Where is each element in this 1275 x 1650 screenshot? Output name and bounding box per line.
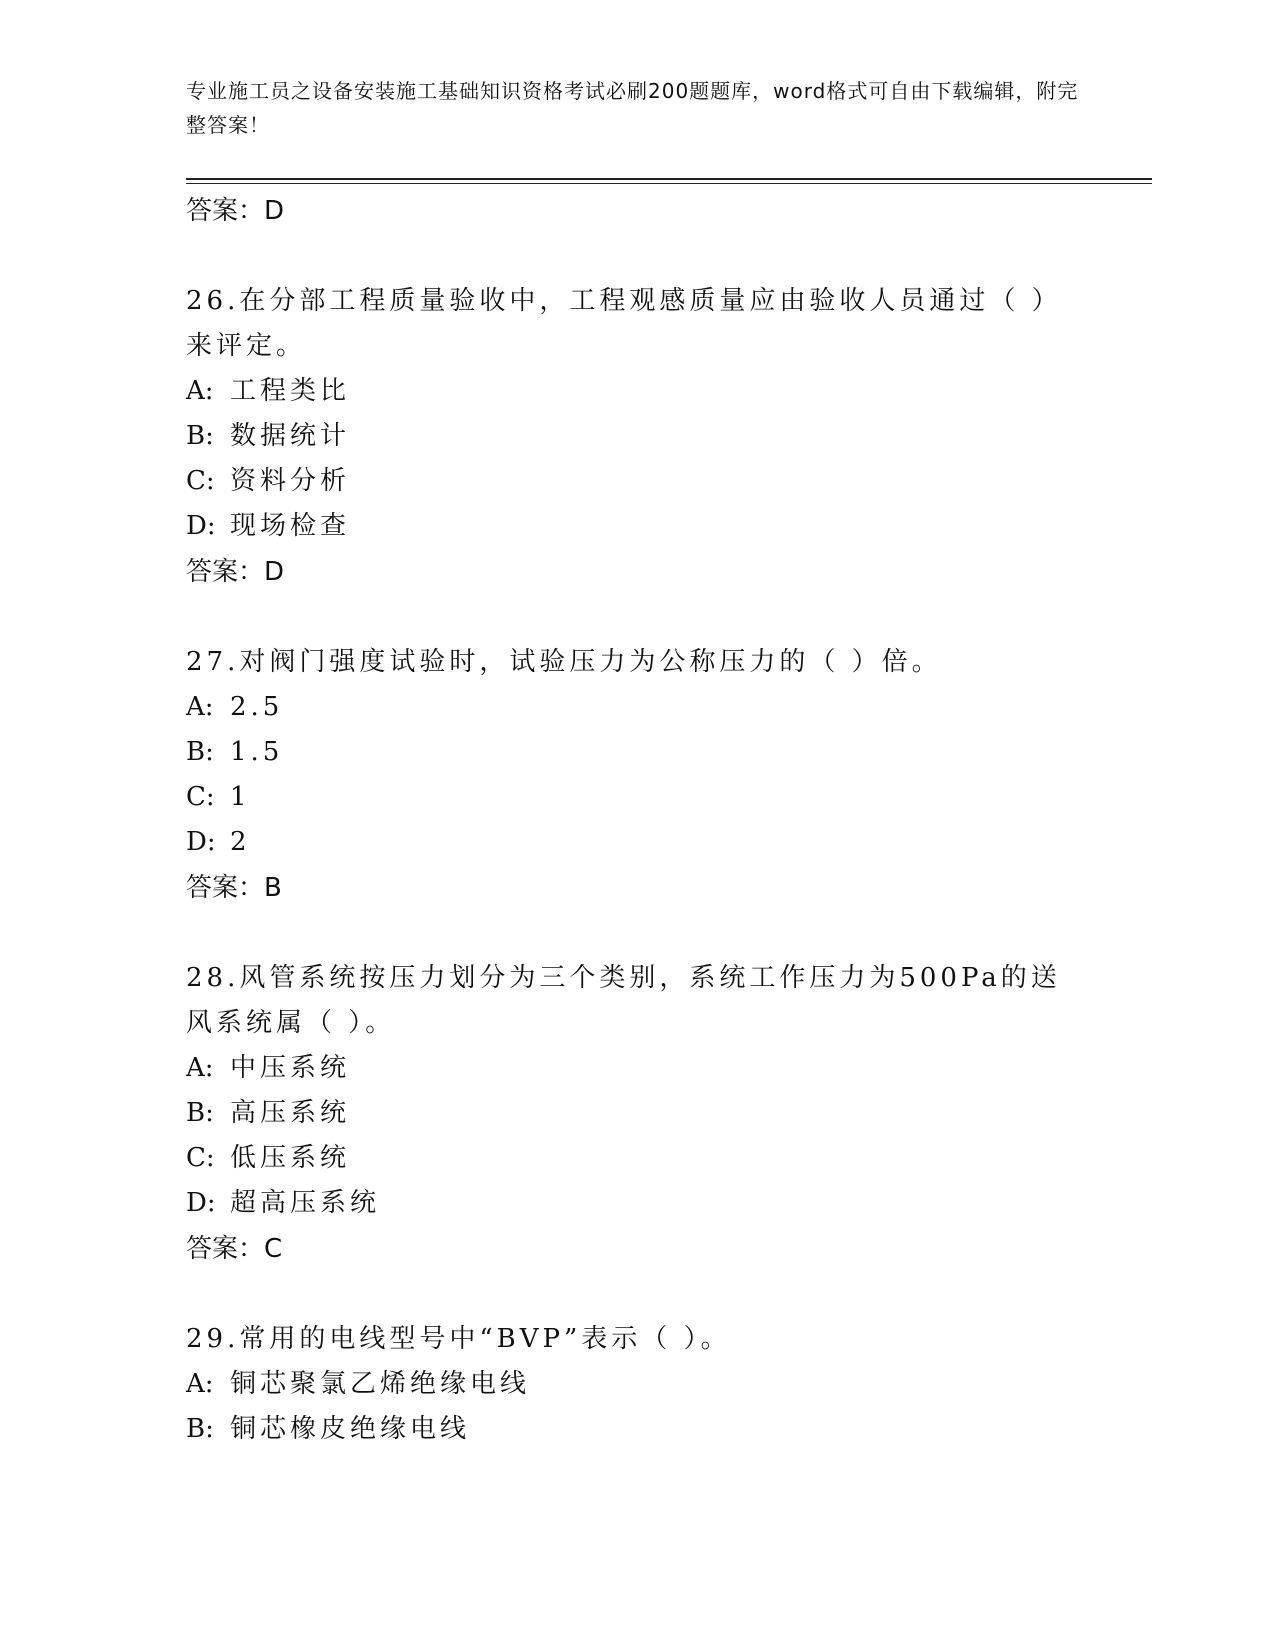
option-letter: A: <box>186 692 214 722</box>
option-a <box>186 685 1086 730</box>
option-letter: D: <box>186 511 216 541</box>
option-a <box>186 369 1086 414</box>
question-list <box>186 188 1086 1452</box>
option-text: 铜芯聚氯乙烯绝缘电线 <box>230 1369 531 1399</box>
option-text: 2.5 <box>230 692 284 722</box>
question-29 <box>186 1317 1086 1452</box>
option-letter: B: <box>186 737 214 767</box>
option-letter: B: <box>186 421 214 451</box>
option-text: 超高压系统 <box>230 1188 381 1218</box>
option-letter: C: <box>186 466 215 496</box>
spacer <box>186 911 1086 956</box>
option-a <box>186 1362 1086 1407</box>
spacer <box>186 234 1086 279</box>
option-text: 现场检查 <box>230 511 351 541</box>
option-text: 1 <box>230 782 251 812</box>
question-stem: 27.对阀门强度试验时，试验压力为公称压力的（ ）倍。 <box>186 647 942 677</box>
option-letter: B: <box>186 1098 214 1128</box>
option-text: 高压系统 <box>230 1098 351 1128</box>
option-letter: D: <box>186 827 216 857</box>
question-stem: 28.风管系统按压力划分为三个类别，系统工作压力为500Pa的送风系统属（ ）。 <box>186 963 1061 1038</box>
answer-line: 答案：D <box>186 196 285 226</box>
spacer <box>186 595 1086 640</box>
option-text: 1.5 <box>230 737 284 767</box>
option-b <box>186 1407 1086 1452</box>
answer-line: 答案：B <box>186 873 282 903</box>
spacer <box>186 1272 1086 1317</box>
option-b <box>186 730 1086 775</box>
option-letter: D: <box>186 1188 216 1218</box>
option-letter: C: <box>186 1143 215 1173</box>
option-c <box>186 1136 1086 1181</box>
option-b <box>186 414 1086 459</box>
question-27 <box>186 640 1086 911</box>
answer-line: 答案：C <box>186 1234 283 1264</box>
option-text: 铜芯橡皮绝缘电线 <box>230 1414 471 1444</box>
option-d <box>186 504 1086 549</box>
option-letter: A: <box>186 376 214 406</box>
question-stem: 26.在分部工程质量验收中，工程观感质量应由验收人员通过（ ）来评定。 <box>186 286 1062 361</box>
option-a <box>186 1046 1086 1091</box>
option-c <box>186 775 1086 820</box>
option-text: 工程类比 <box>230 376 351 406</box>
option-d <box>186 1181 1086 1226</box>
question-stem: 29.常用的电线型号中“BVP”表示（ ）。 <box>186 1324 731 1354</box>
option-text: 数据统计 <box>230 421 351 451</box>
option-text: 中压系统 <box>230 1053 351 1083</box>
option-letter: A: <box>186 1053 214 1083</box>
option-text: 资料分析 <box>230 466 351 496</box>
option-b <box>186 1091 1086 1136</box>
option-c <box>186 459 1086 504</box>
option-text: 2 <box>230 827 251 857</box>
document-header: 专业施工员之设备安装施工基础知识资格考试必刷200题题库，word格式可自由下载编辑，附完整答案！ <box>186 79 1079 137</box>
header-divider-thin <box>186 183 1152 184</box>
option-d <box>186 820 1086 865</box>
header-divider-thick <box>186 178 1152 180</box>
option-letter: A: <box>186 1369 214 1399</box>
question-28 <box>186 956 1086 1272</box>
option-letter: B: <box>186 1414 214 1444</box>
question-26 <box>186 279 1086 595</box>
option-text: 低压系统 <box>230 1143 351 1173</box>
answer-line: 答案：D <box>186 557 285 587</box>
option-letter: C: <box>186 782 215 812</box>
